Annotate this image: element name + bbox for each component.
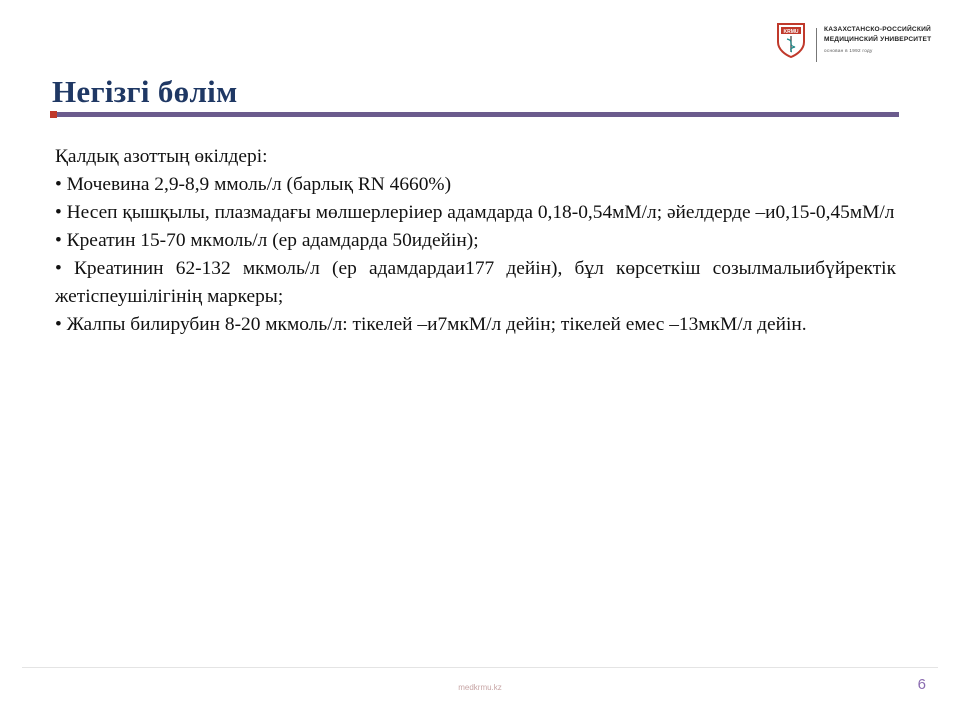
- university-logo: [776, 22, 948, 64]
- logo-name-line-2: МЕДИЦИНСКИЙ УНИВЕРСИТЕТ: [824, 36, 932, 43]
- slide-content: [55, 143, 896, 339]
- page-number: 6: [917, 676, 926, 693]
- logo-founded-text: основан в 1992 году: [824, 48, 873, 53]
- title-rule: [57, 112, 899, 117]
- bullet-urea: • Мочевина 2,9-8,9 ммоль/л (барлық RN 4660%): [55, 174, 452, 195]
- svg-text:KRMU: KRMU: [783, 29, 799, 35]
- page-title: Негізгі бөлім: [52, 74, 238, 109]
- content-heading: Қалдық азоттың өкілдері:: [55, 146, 268, 167]
- title-rule-accent: [50, 111, 57, 118]
- bullet-creatinine: • Креатинин 62-132 мкмоль/л (ер адамдардаи177 дейін), бұл көрсеткіш созылмалыибүйректік жетіспеушілігінің маркеры;: [55, 258, 896, 307]
- logo-divider: [816, 28, 817, 62]
- bullet-bilirubin: • Жалпы билирубин 8-20 мкмоль/л: тікелей –и7мкМ/л дейін; тікелей емес –13мкМ/л дейін.: [55, 314, 807, 335]
- university-shield-icon: [776, 22, 806, 58]
- bullet-creatine: • Креатин 15-70 мкмоль/л (ер адамдарда 50идейін);: [55, 230, 479, 251]
- bullet-uric-acid: • Несеп қышқылы, плазмадағы мөлшерлеріиер адамдарда 0,18-0,54мМ/л; әйелдерде –и0,15-0,45мМ/л: [55, 202, 895, 223]
- logo-name-line-1: КАЗАХСТАНСКО-РОССИЙСКИЙ: [824, 26, 931, 33]
- footer-divider: [22, 667, 938, 668]
- footer-url: medkrmu.kz: [458, 683, 502, 692]
- logo-text: [824, 25, 950, 57]
